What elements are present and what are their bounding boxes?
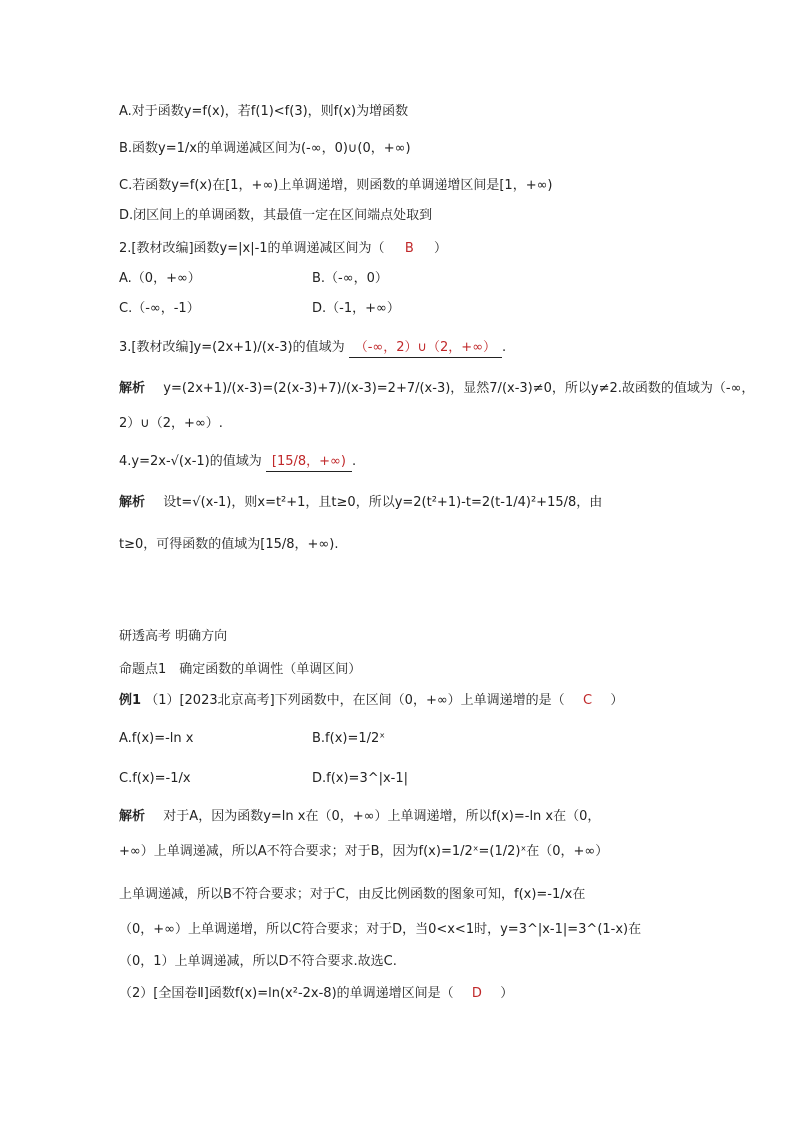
ex1-option-b: B.f(x)=1/2ˣ	[312, 731, 386, 746]
q4-stem: 4.y=2x-√(x-1)的值域为	[119, 454, 262, 469]
q3-stem-line	[119, 339, 506, 358]
ex1-option-a: A.f(x)=-ln x	[119, 731, 194, 746]
q2-option-b: B.（-∞，0）	[312, 271, 388, 286]
ex1-solution-line-5: （0，1）上单调递减，所以D不符合要求.故选C.	[119, 954, 397, 969]
q2-stem-line	[119, 240, 447, 258]
q4-stem-line	[119, 453, 356, 472]
ex1-stem-end: ）	[610, 693, 624, 708]
q4-solution-line-2: t≥0，可得函数的值域为[15/8，+∞).	[119, 537, 339, 552]
section-point: 命题点1 确定函数的单调性（单调区间）	[119, 662, 362, 677]
q2-option-c: C.（-∞，-1）	[119, 301, 200, 316]
q3-solution-label: 解析	[119, 381, 146, 396]
q3-stem: 3.[教材改编]y=(2x+1)/(x-3)的值域为	[119, 340, 345, 355]
q4-end: .	[351, 454, 357, 469]
q1-option-c: C.若函数y=f(x)在[1，+∞)上单调递增，则函数的单调递增区间是[1，+∞)	[119, 178, 553, 193]
ex1-part2-end: ）	[500, 986, 514, 1001]
q3-end: .	[502, 340, 507, 355]
q1-option-a: A.对于函数y=f(x)，若f(1)<f(3)，则f(x)为增函数	[119, 104, 409, 119]
ex1-part2-line	[119, 985, 513, 1003]
ex1-solution-line-3: 上单调递减，所以B不符合要求；对于C，由反比例函数的图象可知，f(x)=-1/x在	[119, 887, 586, 902]
q2-option-a: A.（0，+∞）	[119, 271, 201, 286]
ex1-solution-line-1	[119, 808, 600, 826]
q1-option-b: B.函数y=1/x的单调递减区间为(-∞，0)∪(0，+∞)	[119, 141, 411, 156]
q2-answer: B	[404, 241, 414, 256]
ex1-part2-stem: （2）[全国卷Ⅱ]函数f(x)=ln(x²-2x-8)的单调递增区间是（	[119, 986, 454, 1001]
q3-answer: （-∞，2）∪（2，+∞）	[349, 339, 502, 358]
ex1-option-d: D.f(x)=3^|x-1|	[312, 771, 409, 786]
q3-solution-text-1: y=(2x+1)/(x-3)=(2(x-3)+7)/(x-3)=2+7/(x-3)，显然7/(x-3)≠0，所以y≠2.故函数的值域为（-∞，	[163, 381, 755, 396]
q1-option-d: D.闭区间上的单调函数，其最值一定在区间端点处取到	[119, 208, 433, 223]
ex1-stem-line	[119, 692, 623, 710]
q2-stem: 2.[教材改编]函数y=|x|-1的单调递减区间为（	[119, 241, 385, 256]
q4-solution-text-1: 设t=√(x-1)，则x=t²+1，且t≥0，所以y=2(t²+1)-t=2(t-1/4)²+15/8，由	[163, 495, 603, 510]
q4-answer: [15/8，+∞)	[266, 453, 352, 472]
ex1-solution-text-1: 对于A，因为函数y=ln x在（0，+∞）上单调递增，所以f(x)=-ln x在（0，	[163, 809, 601, 824]
ex1-solution-line-4: （0，+∞）上单调递增，所以C符合要求；对于D，当0<x<1时，y=3^|x-1|=3^(1-x)在	[119, 922, 642, 937]
ex1-label: 例1	[119, 693, 142, 708]
q4-solution-label: 解析	[119, 495, 146, 510]
q2-stem-end: ）	[434, 241, 448, 256]
ex1-solution-label: 解析	[119, 809, 146, 824]
ex1-answer: C	[582, 693, 593, 708]
ex1-solution-line-2: +∞）上单调递减，所以A不符合要求；对于B，因为f(x)=1/2ˣ=(1/2)ˣ在（0，+∞）	[119, 844, 609, 859]
q3-solution-line-2: 2）∪（2，+∞）.	[119, 416, 223, 431]
section-title: 研透高考 明确方向	[119, 629, 228, 644]
q2-option-d: D.（-1，+∞）	[312, 301, 400, 316]
ex1-stem: （1）[2023北京高考]下列函数中，在区间（0，+∞）上单调递增的是（	[145, 693, 565, 708]
q4-solution-line-1	[119, 494, 602, 512]
ex1-part2-answer: D	[471, 986, 482, 1001]
ex1-option-c: C.f(x)=-1/x	[119, 771, 191, 786]
q3-solution-line-1	[119, 380, 754, 398]
